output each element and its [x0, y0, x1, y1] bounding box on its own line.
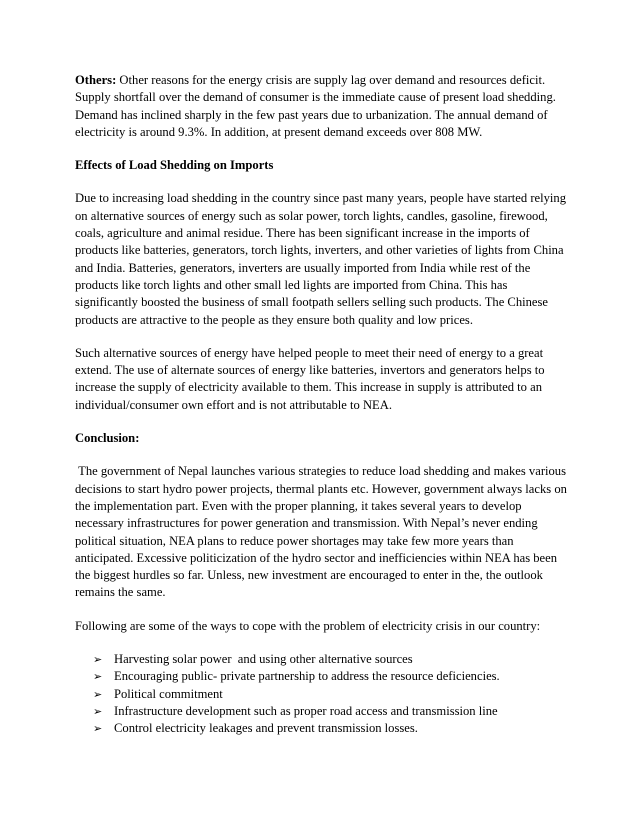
others-text: Other reasons for the energy crisis are supply lag over demand and resources deficit. Supply shortfall over the demand of consumer is the immediate cause of present load shedding. Demand has inclined sharply in the few past years due to urbanization. The annual demand of electricity is around 9.3%. In addition, at present demand exceeds over 808 MW.	[75, 73, 556, 139]
arrow-bullet-icon: ➢	[93, 670, 103, 684]
ways-list	[75, 651, 567, 737]
list-item	[93, 703, 567, 720]
conclusion-paragraph-1: The government of Nepal launches various strategies to reduce load shedding and makes various decisions to start hydro power projects, thermal plants etc. However, government always lacks on the implementation part. Even with the proper planning, it takes several years to develop necessary infrastructures for power generation and transmission. With Nepal’s never ending political situation, NEA plans to reduce power shortages may take few more years than anticipated. Excessive politicization of the hydro sector and inefficiencies within NEA has been the biggest hurdles so far. Unless, new investment are encouraged to enter in the, the outlook remains the same.	[75, 464, 571, 600]
list-item-text: Harvesting solar power and using other alternative sources	[114, 652, 413, 667]
conclusion-heading: Conclusion:	[75, 431, 140, 446]
arrow-bullet-icon: ➢	[93, 704, 103, 718]
arrow-bullet-icon: ➢	[93, 687, 103, 701]
document-body	[75, 72, 571, 738]
list-item	[93, 720, 567, 737]
list-item-text: Control electricity leakages and prevent transmission losses.	[114, 721, 418, 736]
effects-paragraph-2: Such alternative sources of energy have helped people to meet their need of energy to a great extend. The use of alternate sources of energy like batteries, invertors and generators helps to increase the supply of electricity available to them. This increase in supply is attributed to an individual/consumer own effort and is not attributable to NEA.	[75, 345, 545, 412]
others-paragraph	[75, 72, 567, 141]
effects-heading: Effects of Load Shedding on Imports	[75, 158, 274, 173]
list-item-text: Political commitment	[114, 686, 223, 701]
others-label: Others:	[75, 73, 117, 87]
list-item	[93, 668, 567, 685]
list-item-text: Infrastructure development such as proper road access and transmission line	[114, 703, 498, 718]
arrow-bullet-icon: ➢	[93, 722, 103, 736]
conclusion-paragraph-2: Following are some of the ways to cope with the problem of electricity crisis in our country:	[75, 618, 541, 633]
effects-paragraph-1: Due to increasing load shedding in the country since past many years, people have started relying on alternative sources of energy such as solar power, torch lights, candles, gasoline, firewood, coals, agriculture and animal residue. There has been significant increase in the imports of products like batteries, generators, torch lights, inverters, and other varieties of lights from China and India. Batteries, generators, inverters are usually imported from India while rest of the products like torch lights and other small led lights are imported from China. This has significantly boosted the business of small footpath sellers selling such products. The Chinese products are attractive to the people as they ensure both quality and low prices.	[75, 191, 567, 327]
list-item	[93, 686, 567, 703]
arrow-bullet-icon: ➢	[93, 653, 103, 667]
list-item	[93, 651, 567, 668]
list-item-text: Encouraging public- private partnership to address the resource deficiencies.	[114, 669, 500, 684]
